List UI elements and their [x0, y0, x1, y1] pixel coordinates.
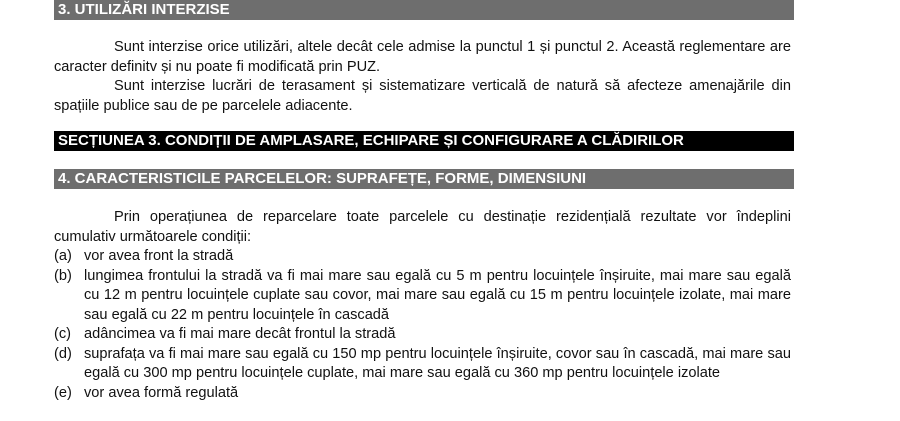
- section-3-header: 3. UTILIZĂRI INTERZISE: [54, 0, 794, 20]
- condition-marker: (e): [54, 384, 72, 401]
- section-4-header: 4. CARACTERISTICILE PARCELELOR: SUPRAFEȚE, FORME, DIMENSIUNI: [54, 169, 794, 189]
- condition-marker: (b): [54, 267, 72, 284]
- condition-item-e: [54, 384, 791, 404]
- section-4-intro: Prin operațiunea de reparcelare toate parcelele cu destinație rezidențială rezultate vor îndeplini cumulativ următoarele condiții:: [54, 209, 791, 245]
- condition-marker: (d): [54, 345, 72, 362]
- condition-item-a: [54, 247, 791, 267]
- condition-item-c: [54, 325, 791, 345]
- condition-marker: (a): [54, 248, 72, 264]
- condition-item-b: [54, 267, 791, 326]
- condition-text: suprafața va fi mai mare sau egală cu 150 mp pentru locuințele înșiruite, covor sau în cascadă, mai mare sau egală cu 300 mp pentru locuințele cuplate, mai mare sau egală cu 360 mp pentru locuințele izolate: [84, 345, 791, 381]
- condition-marker: (c): [54, 326, 72, 342]
- condition-text: lungimea frontului la stradă va fi mai mare sau egală cu 5 m pentru locuințele înșiruite, mai mare sau egală cu 12 m pentru locuințele cuplate sau covor, mai mare sau egală cu 15 m pentru locuințele izolate, mai mare sau egală cu 22 m pentru locuințele în cascadă: [84, 267, 791, 323]
- section-3-paragraph-1: Sunt interzise orice utilizări, altele decât cele admise la punctul 1 și punctul 2. Această reglementare are caracter definitv și nu poate fi modificată prin PUZ.: [54, 39, 791, 75]
- section-3-paragraph-2: Sunt interzise lucrări de terasament și sistematizare verticală de natură să afecteze amenajările din spațiile publice sau de pe parcelele adiacente.: [54, 78, 791, 114]
- condition-text: adâncimea va fi mai mare decât frontul la stradă: [84, 326, 396, 342]
- conditions-list: [54, 247, 791, 403]
- condition-text: vor avea front la stradă: [84, 248, 234, 264]
- sectiunea-3-header: SECȚIUNEA 3. CONDIȚII DE AMPLASARE, ECHIPARE ȘI CONFIGURARE A CLĂDIRILOR: [54, 131, 794, 151]
- condition-item-d: [54, 345, 791, 384]
- condition-text: vor avea formă regulată: [84, 384, 239, 401]
